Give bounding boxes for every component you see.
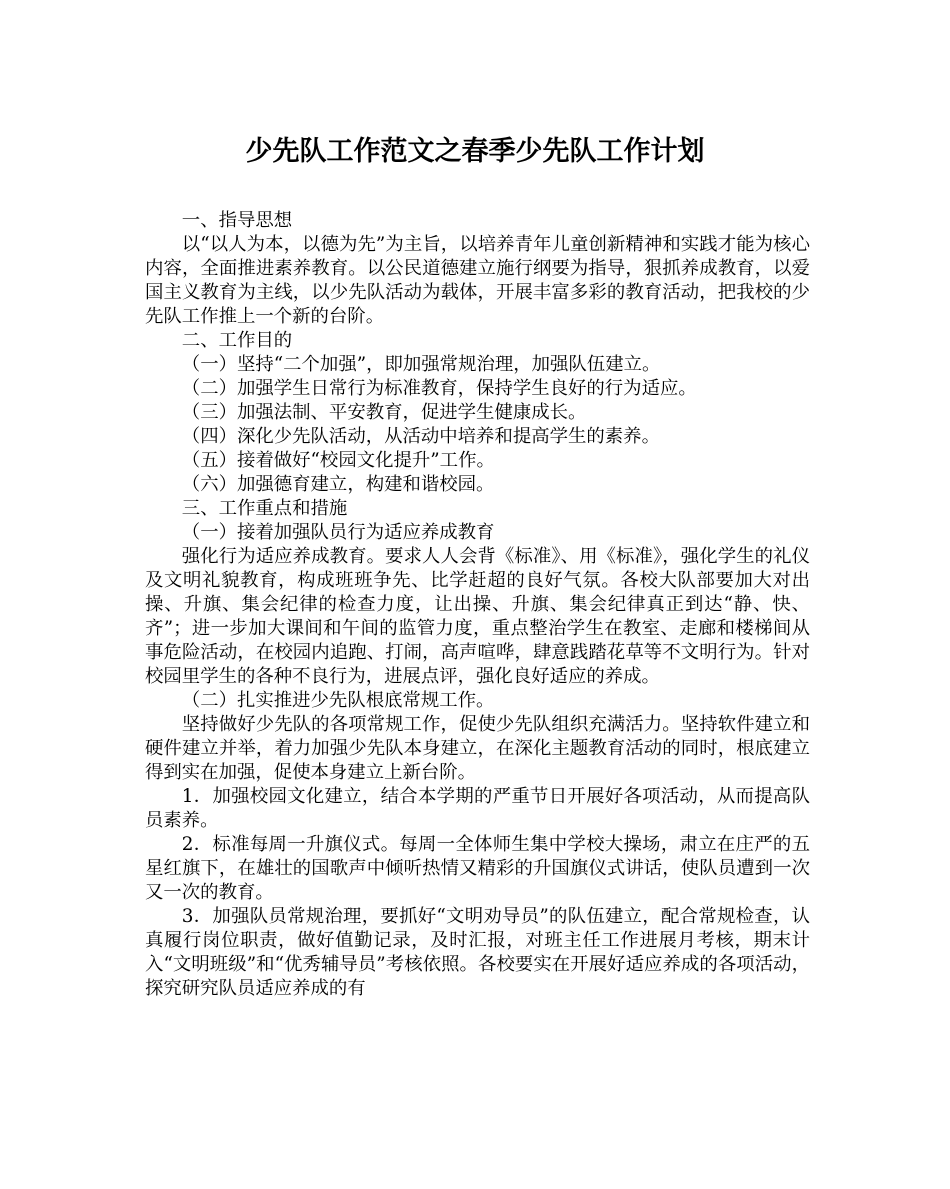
list-item: （五）接着做好“校园文化提升”工作。 <box>181 450 495 471</box>
numbered-item: 1．加强校园文化建立，结合本学期的严重节日开展好各项活动，从而提高队员素养。 <box>145 786 810 831</box>
paragraph: 以“以人为本，以德为先”为主旨，以培养青年儿童创新精神和实践才能为核心内容，全面推进素养教育。以公民道德建立施行纲要为指导，狠抓养成教育，以爱国主义教育为主线，以少先队活动为载体，开展丰富多彩的教育活动，把我校的少先队工作推上一个新的台阶。 <box>145 234 810 327</box>
paragraph: 强化行为适应养成教育。要求人人会背《标准》、用《标准》，强化学生的礼仪及文明礼貌教育，构成班班争先、比学赶超的良好气氛。各校大队部要加大对出操、升旗、集会纪律的检查力度，让出操、升旗、集会纪律真正到达“静、快、齐”；进一步加大课间和午间的监管力度，重点整治学生在教室、走廊和楼梯间从事危险活动，在校园内追跑、打闹，高声喧哗，肆意践踏花草等不文明行为。针对校园里学生的各种不良行为，进展点评，强化良好适应的养成。 <box>145 546 810 687</box>
document-title: 少先队工作范文之春季少先队工作计划 <box>245 136 705 167</box>
list-item: （六）加强德育建立，构建和谐校园。 <box>181 474 495 495</box>
numbered-item: 3．加强队员常规治理，要抓好“文明劝导员”的队伍建立，配合常规检查，认真履行岗位职责，做好值勤记录，及时汇报，对班主任工作进展月考核，期末计入“文明班级”和“优秀辅导员”考核依照。各校要实在开展好适应养成的各项活动，探究研究队员适应养成的有 <box>145 906 810 999</box>
numbered-item: 2．标准每周一升旗仪式。每周一全体师生集中学校大操场，肃立在庄严的五星红旗下，在雄壮的国歌声中倾听热情又精彩的升国旗仪式讲话，使队员遭到一次又一次的教育。 <box>145 834 810 903</box>
document-body <box>145 209 810 1001</box>
subsection-heading: （二）扎实推进少先队根底常规工作。 <box>181 690 495 711</box>
subsection-heading: （一）接着加强队员行为适应养成教育 <box>181 522 495 543</box>
list-item: （四）深化少先队活动，从活动中培养和提高学生的素养。 <box>181 426 660 447</box>
list-item: （二）加强学生日常行为标准教育，保持学生良好的行为适应。 <box>181 378 697 399</box>
section-heading-key-measures: 三、工作重点和措施 <box>181 498 348 519</box>
list-item: （一）坚持“二个加强”，即加强常规治理，加强队伍建立。 <box>181 354 661 375</box>
section-heading-work-goals: 二、工作目的 <box>181 330 293 351</box>
section-heading-guiding-ideology: 一、指导思想 <box>181 210 293 231</box>
paragraph: 坚持做好少先队的各项常规工作，促使少先队组织充满活力。坚持软件建立和硬件建立并举，着力加强少先队本身建立，在深化主题教育活动的同时，根底建立得到实在加强，促使本身建立上新台阶。 <box>145 714 810 783</box>
list-item: （三）加强法制、平安教育，促进学生健康成长。 <box>181 402 587 423</box>
